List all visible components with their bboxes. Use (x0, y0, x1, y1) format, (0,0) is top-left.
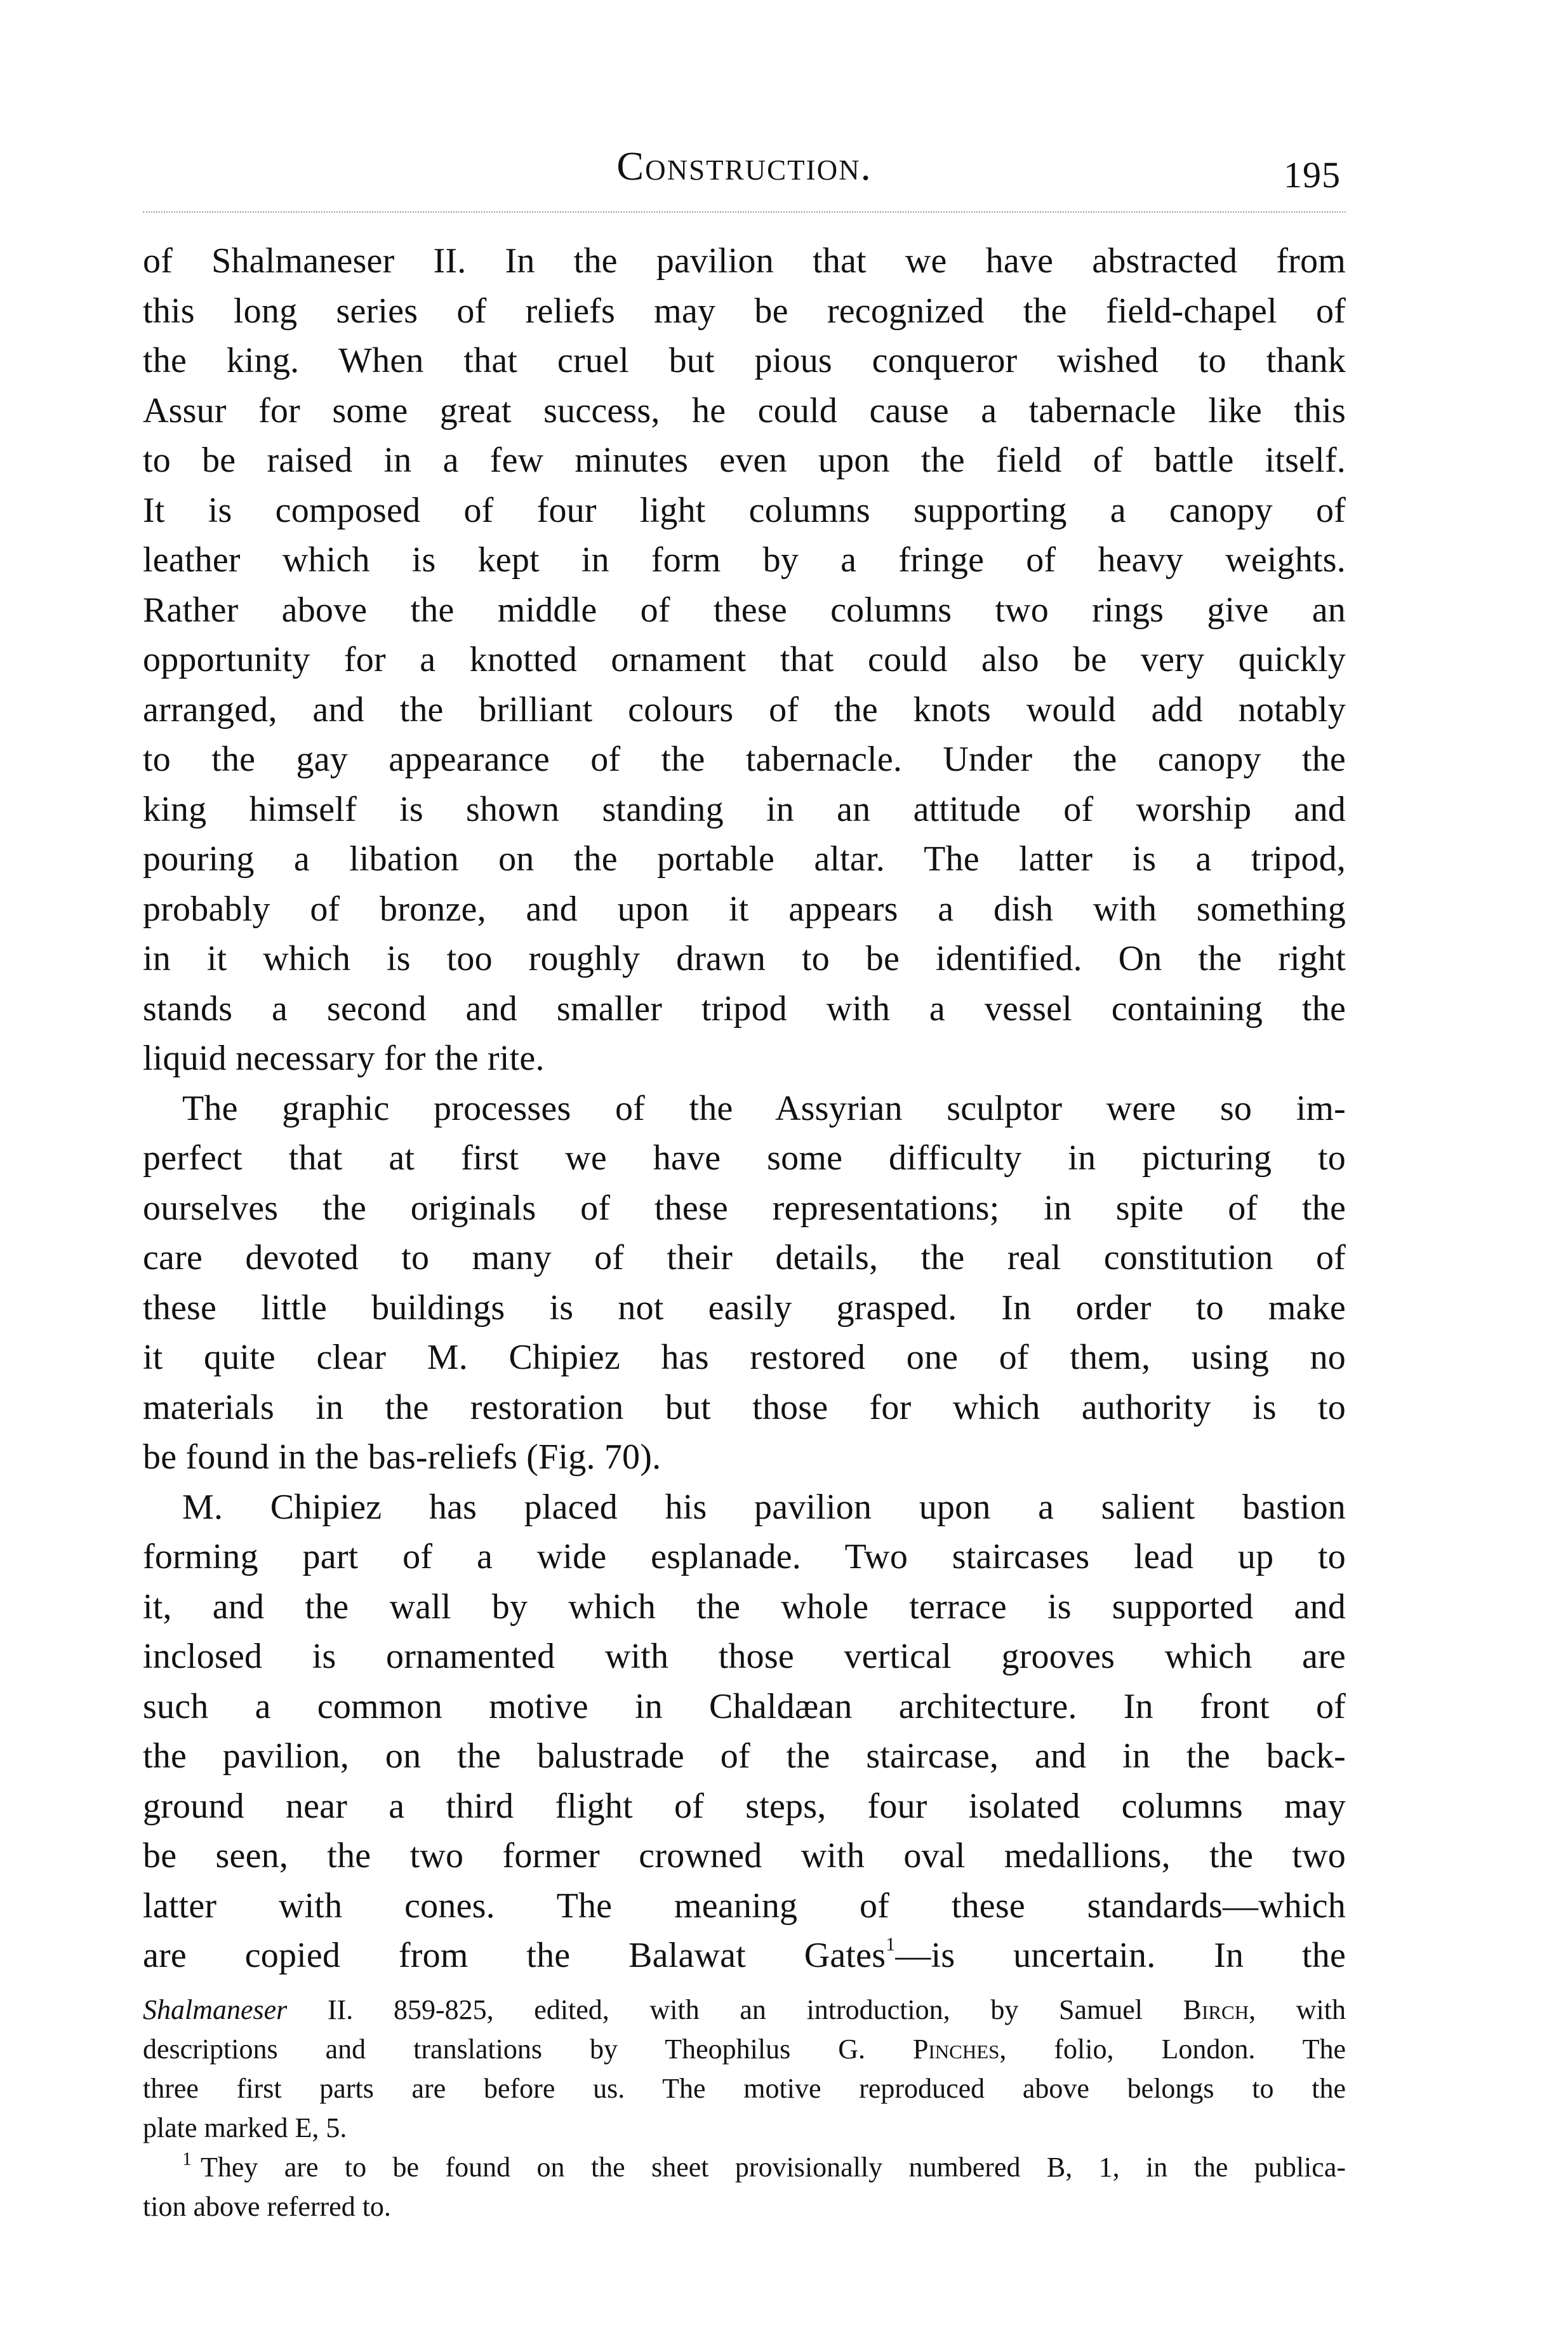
text-line: leather which is kept in form by a fringe of heavy weights. (143, 540, 1346, 580)
text-line: inclosed is ornamented with those vertical grooves which are (143, 1637, 1346, 1676)
text-line: it quite clear M. Chipiez has restored one of them, using no (143, 1338, 1346, 1377)
author-name: Pinches (912, 2034, 1000, 2065)
footnotes (143, 1990, 1346, 2227)
text-line: liquid necessary for the rite. (143, 1039, 545, 1078)
text-line: probably of bronze, and upon it appears a dish with something (143, 889, 1346, 929)
text-fragment: II. 859-825, edited, with an introduction, by Samuel (287, 1994, 1183, 2025)
text-fragment: They are to be found on the sheet provisionally numbered B, 1, in the publica- (201, 2152, 1346, 2183)
text-line: be found in the bas-reliefs (Fig. 70). (143, 1437, 661, 1477)
book-page (143, 0, 1346, 2344)
text-line: materials in the restoration but those for which authority is to (143, 1387, 1346, 1427)
running-title: Construction. (616, 143, 872, 189)
header-rule (143, 211, 1346, 213)
text-line: of Shalmaneser II. In the pavilion that we have abstracted from (143, 241, 1346, 281)
footnote-line (143, 1990, 1346, 2030)
text-line: ground near a third flight of steps, four isolated columns may (143, 1786, 1346, 1826)
text-line: pouring a libation on the portable altar. The latter is a tripod, (143, 839, 1346, 879)
text-line: it, and the wall by which the whole terrace is supported and (143, 1587, 1346, 1627)
body-text (143, 236, 1346, 1981)
author-name: Birch (1183, 1994, 1249, 2025)
page-number: 195 (1284, 154, 1341, 196)
text-line (143, 1931, 1346, 1981)
text-line: this long series of reliefs may be recognized the field-chapel of (143, 291, 1346, 331)
text-line: the pavilion, on the balustrade of the staircase, and in the back- (143, 1736, 1346, 1776)
text-line: Assur for some great success, he could cause a tabernacle like this (143, 390, 1346, 430)
footnote-line: three first parts are before us. The motive reproduced above belongs to the (143, 2073, 1346, 2104)
italic-title: Shalmaneser (143, 1994, 288, 2025)
text-line: these little buildings is not easily grasped. In order to make (143, 1288, 1346, 1328)
text-line: latter with cones. The meaning of these standards—which (143, 1886, 1346, 1926)
text-line: perfect that at first we have some difficulty in picturing to (143, 1138, 1346, 1178)
footnote-line (143, 2030, 1346, 2069)
text-line: to the gay appearance of the tabernacle. Under the canopy the (143, 740, 1346, 779)
text-line: arranged, and the brilliant colours of the knots would add notably (143, 689, 1346, 729)
text-fragment: , with (1249, 1994, 1346, 2025)
text-line: opportunity for a knotted ornament that could also be very quickly (143, 640, 1346, 679)
text-line: such a common motive in Chaldæan architecture. In front of (143, 1686, 1346, 1726)
text-line: It is composed of four light columns supporting a canopy of (143, 490, 1346, 530)
text-line: Rather above the middle of these columns two rings give an (143, 590, 1346, 630)
text-line: ourselves the originals of these representations; in spite of the (143, 1188, 1346, 1228)
text-line: forming part of a wide esplanade. Two staircases lead up to (143, 1537, 1346, 1576)
footnote-line (143, 2148, 1346, 2187)
footnote-line: tion above referred to. (143, 2191, 391, 2222)
paragraph-start-line: The graphic processes of the Assyrian sculptor were so im- (182, 1088, 1346, 1128)
text-fragment: , folio, London. The (999, 2034, 1346, 2065)
text-fragment: descriptions and translations by Theophilus G. (143, 2034, 913, 2065)
text-line: stands a second and smaller tripod with a vessel containing the (143, 989, 1346, 1029)
text-fragment: —is uncertain. In the (895, 1936, 1346, 1975)
text-line: to be raised in a few minutes even upon the field of battle itself. (143, 441, 1346, 480)
text-line: the king. When that cruel but pious conqueror wished to thank (143, 341, 1346, 380)
footnote-reference[interactable]: 1 (886, 1934, 896, 1955)
text-fragment: are copied from the Balawat Gates (143, 1936, 886, 1975)
footnote-line: plate marked E, 5. (143, 2112, 347, 2143)
text-line: be seen, the two former crowned with oval medallions, the two (143, 1836, 1346, 1875)
text-line: king himself is shown standing in an attitude of worship and (143, 789, 1346, 829)
text-line: care devoted to many of their details, the real constitution of (143, 1238, 1346, 1277)
text-line: in it which is too roughly drawn to be identified. On the right (143, 939, 1346, 978)
paragraph-start-line: M. Chipiez has placed his pavilion upon a salient bastion (182, 1487, 1346, 1527)
running-head (143, 141, 1346, 196)
footnote-marker: 1 (182, 2148, 192, 2169)
